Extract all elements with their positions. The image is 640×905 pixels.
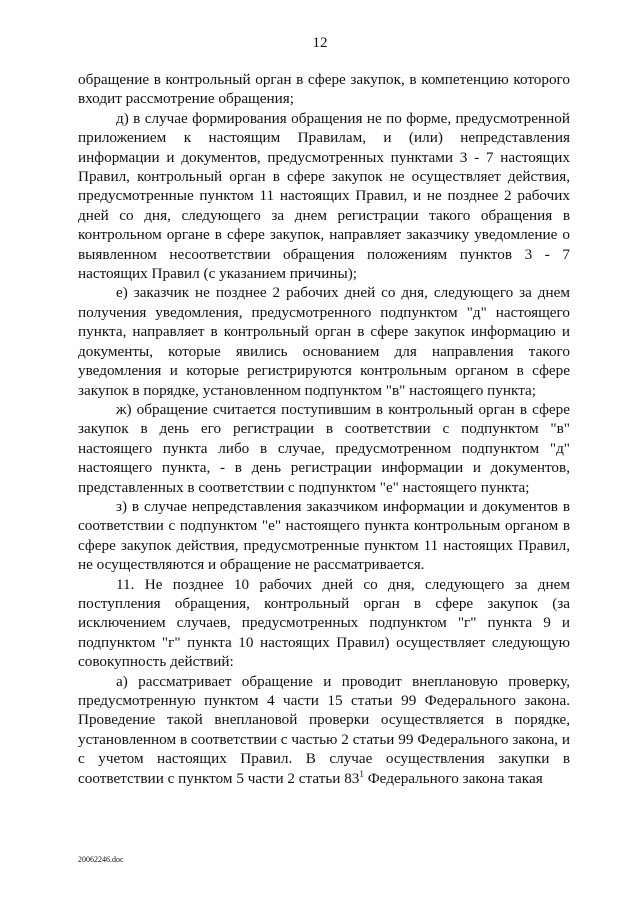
paragraph-subpoint-a <box>78 672 570 788</box>
paragraph-subpoint-z: з) в случае непредставления заказчиком информации и документов в соответствии с подпунктом "е" настоящего пункта контрольным органом в сфере закупок действия, предусмотренные пунктом 11 настоящих Правил, не осуществляются и обращение не рассматривается. <box>78 497 570 574</box>
subpoint-a-text-end: Федерального закона такая <box>363 769 543 787</box>
paragraph-subpoint-d: д) в случае формирования обращения не по форме, предусмотренной приложением к настоящим Правилам, и (или) непредставления информации и документов, предусмотренных пунктами 3 - 7 настоящих Правил, контрольный орган в сфере закупок не осуществляет действия, предусмотренные пунктом 11 настоящих Правил, и не позднее 2 рабочих дней со дня, следующего за днем регистрации такого обращения в контрольном органе в сфере закупок, направляет заказчику уведомление о выявленном несоответствии обращения положениям пунктов 3 - 7 настоящих Правил (с указанием причины); <box>78 109 570 283</box>
article-superscript: 1 <box>359 768 364 779</box>
page-number: 12 <box>312 35 328 51</box>
document-file-id: 20062246.doc <box>78 855 124 864</box>
paragraph-point-11: 11. Не позднее 10 рабочих дней со дня, следующего за днем поступления обращения, контрольный орган в сфере закупок (за исключением случаев, предусмотренных подпунктом "г" пункта 9 и подпунктом "г" пункта 10 настоящих Правил) осуществляет следующую совокупность действий: <box>78 575 570 671</box>
document-body <box>78 70 570 788</box>
subpoint-a-text: а) рассматривает обращение и проводит внеплановую проверку, предусмотренную пунктом 4 части 15 статьи 99 Федерального закона. Проведение такой внеплановой проверки осуществляется в порядке, установленном в соответствии с частью 2 статьи 99 Федерального закона, и с учетом настоящих Правил. В случае осуществления закупки в соответствии с пунктом 5 части 2 статьи 83 <box>78 672 570 787</box>
paragraph-subpoint-zh: ж) обращение считается поступившим в контрольный орган в сфере закупок в день его регистрации в соответствии с подпунктом "в" настоящего пункта либо в случае, предусмотренном подпунктом "д" настоящего пункта, - в день регистрации информации и документов, представленных в соответствии с подпунктом "е" настоящего пункта; <box>78 400 570 496</box>
paragraph-subpoint-e: е) заказчик не позднее 2 рабочих дней со дня, следующего за днем получения уведомления, предусмотренного подпунктом "д" настоящего пункта, направляет в контрольный орган в сфере закупок информацию и документы, которые явились основанием для направления такого уведомления и которые регистрируются контрольным органом в сфере закупок в порядке, установленном подпунктом "в" настоящего пункта; <box>78 284 570 399</box>
paragraph-continuation: обращение в контрольный орган в сфере закупок, в компетенцию которого входит рассмотрение обращения; <box>78 71 570 108</box>
